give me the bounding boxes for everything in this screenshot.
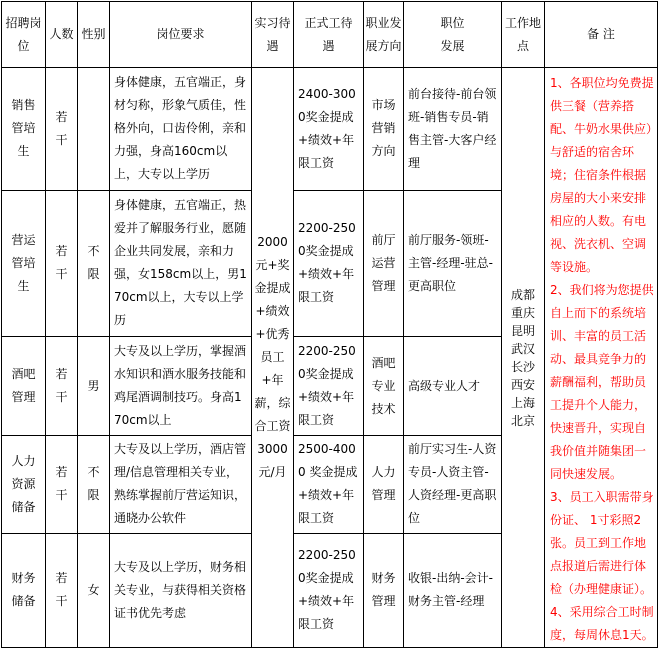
position-cell: 酒吧管理 [2, 337, 46, 435]
remark-item: 4、采用综合工时制度，每周休息1天。 [550, 605, 654, 642]
header-requirements: 岗位要求 [110, 2, 252, 68]
header-internship: 实习待遇 [252, 2, 294, 68]
header-development: 职位发展 [404, 2, 502, 68]
position-cell: 财务储备 [2, 533, 46, 647]
city: 北京 [510, 413, 535, 428]
count-cell: 若干 [46, 68, 78, 191]
gender-cell: 不限 [78, 190, 110, 337]
career-cell: 前厅运营管理 [364, 190, 404, 337]
location-cell [502, 68, 545, 648]
remark-item: 1、各职位均免费提供三餐（营养搭配、牛奶水果供应）与舒适的宿舍环境；住宿条件根据房屋的大小来安排相应的人数。有电视、洗衣机、空调等设施。 [550, 76, 654, 274]
count-cell: 若干 [46, 533, 78, 647]
requirements-cell: 身体健康，五官端正，热爱并了解服务行业，愿随企业共同发展，亲和力强，女158cm以上，男170cm以上，大专以上学历 [110, 190, 252, 337]
city: 昆明 [510, 323, 535, 338]
city: 武汉 [510, 341, 535, 356]
city: 西安 [510, 377, 535, 392]
development-cell: 前厅实习生-人资专员-人资主管-人资经理-更高职位 [404, 435, 502, 533]
requirements-cell: 大专及以上学历，财务相关专业，与获得相关资格证书优先考虑 [110, 533, 252, 647]
position-cell: 销售管培生 [2, 68, 46, 191]
development-cell: 高级专业人才 [404, 337, 502, 435]
regular-salary-cell: 2200-2500奖金提成+绩效+年限工资 [294, 190, 364, 337]
header-career: 职业发展方向 [364, 2, 404, 68]
requirements-cell: 身体健康，五官端正，身材匀称，形象气质佳，性格外向，口齿伶俐，亲和力强，身高160cm以上，大专以上学历 [110, 68, 252, 191]
gender-cell: 男 [78, 337, 110, 435]
gender-cell [78, 68, 110, 191]
career-cell: 人力管理 [364, 435, 404, 533]
city: 重庆 [510, 305, 535, 320]
career-cell: 市场营销方向 [364, 68, 404, 191]
city: 上海 [510, 395, 535, 410]
remark-item: 3、员工入职需带身份证、 1寸彩照2张。员工到工作地点报道后需进行体检（办理健康证）。 [550, 490, 654, 596]
regular-salary-cell: 2200-2500奖金提成+绩效+年限工资 [294, 337, 364, 435]
count-cell: 若干 [46, 190, 78, 337]
development-cell: 前台接待-前台领班-销售专员-销售主管-大客户经理 [404, 68, 502, 191]
recruitment-table [1, 1, 658, 648]
header-count: 人数 [46, 2, 78, 68]
remarks-cell [545, 68, 658, 648]
requirements-cell: 大专及以上学历，掌握酒水知识和酒水服务技能和鸡尾酒调制技巧。身高170cm以上 [110, 337, 252, 435]
city: 成都 [510, 287, 535, 302]
internship-cell: 2000元+奖金提成+绩效+优秀员工+年薪，综合工资3000元/月 [252, 68, 294, 648]
table-row [2, 68, 658, 191]
header-location: 工作地点 [502, 2, 545, 68]
header-gender: 性别 [78, 2, 110, 68]
development-cell: 前厅服务-领班-主管-经理-驻总-更高职位 [404, 190, 502, 337]
position-cell: 人力资源储备 [2, 435, 46, 533]
header-remarks: 备 注 [545, 2, 658, 68]
count-cell: 若干 [46, 435, 78, 533]
position-cell: 营运管培生 [2, 190, 46, 337]
header-row [2, 2, 658, 68]
gender-cell: 不限 [78, 435, 110, 533]
city: 长沙 [510, 359, 535, 374]
count-cell: 若干 [46, 337, 78, 435]
development-cell: 收银-出纳-会计-财务主管-经理 [404, 533, 502, 647]
gender-cell: 女 [78, 533, 110, 647]
career-cell: 酒吧专业技术 [364, 337, 404, 435]
header-position: 招聘岗位 [2, 2, 46, 68]
regular-salary-cell: 2400-3000奖金提成+绩效+年限工资 [294, 68, 364, 191]
requirements-cell: 大专及以上学历，酒店管理/信息管理相关专业，熟练掌握前厅营运知识，通晓办公软件 [110, 435, 252, 533]
header-regular: 正式工待遇 [294, 2, 364, 68]
remark-item: 2、我们将为您提供自上而下的系统培训、丰富的员工活动、最具竞争力的薪酬福利，帮助员工提升个人能力，快速晋升，实现自我价值并随集团一同快速发展。 [550, 283, 654, 481]
regular-salary-cell: 2500-400 0 奖金提成+绩效+年限工资 [294, 435, 364, 533]
regular-salary-cell: 2200-2500奖金提成+绩效+年限工资 [294, 533, 364, 647]
career-cell: 财务管理 [364, 533, 404, 647]
